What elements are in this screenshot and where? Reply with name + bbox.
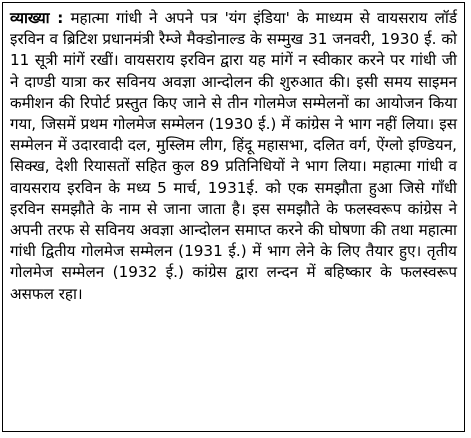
- explanation-text: महात्मा गांधी ने अपने पत्र 'यंग इंडिया' के माध्यम से वायसराय लॉर्ड इरविन व ब्रिटिश प्रधानमंत्री रैम्जे मैक्डोनाल्ड के सम्मुख 31 जनवरी, 1930 ई. को 11 सूत्री मांगें रखीं। वायसराय इरविन द्वारा यह मांगें न स्वीकार करने पर गांधी जी ने दाण्डी यात्रा कर सविनय अवज्ञा आन्दोलन की शुरुआत की। इसी समय साइमन कमीशन की रिपोर्ट प्रस्तुत किए जाने से तीन गोलमेज सम्मेलनों का आयोजन किया गया, जिसमें प्रथम गोलमेज सम्मेलन (1930 ई.) में कांग्रेस ने भाग नहीं लिया। इस सम्मेलन में उदारवादी दल, मुस्लिम लीग, हिंदू महासभा, दलित वर्ग, ऐंग्लो इण्डियन, सिक्ख, देशी रियासतों सहित कुल 89 प्रतिनिधियों ने भाग लिया। महात्मा गांधी व वायसराय इरविन के मध्य 5 मार्च, 1931ई. को एक समझौता हुआ जिसे गाँधी इरविन समझौते के नाम से जाना जाता है। इस समझौते के फलस्वरूप कांग्रेस ने अपनी तरफ से सविनय अवज्ञा आन्दोलन समाप्त करने की घोषणा की तथा महात्मा गांधी द्वितीय गोलमेज सम्मेलन (1931 ई.) में भाग लेने के लिए तैयार हुए। तृतीय गोलमेज सम्मेलन (1932 ई.) कांग्रेस द्वारा लन्दन में बहिष्कार के फलस्वरूप असफल रहा।: [10, 9, 457, 303]
- explanation-heading: व्याख्या :: [10, 9, 64, 27]
- explanation-box: [2, 2, 465, 432]
